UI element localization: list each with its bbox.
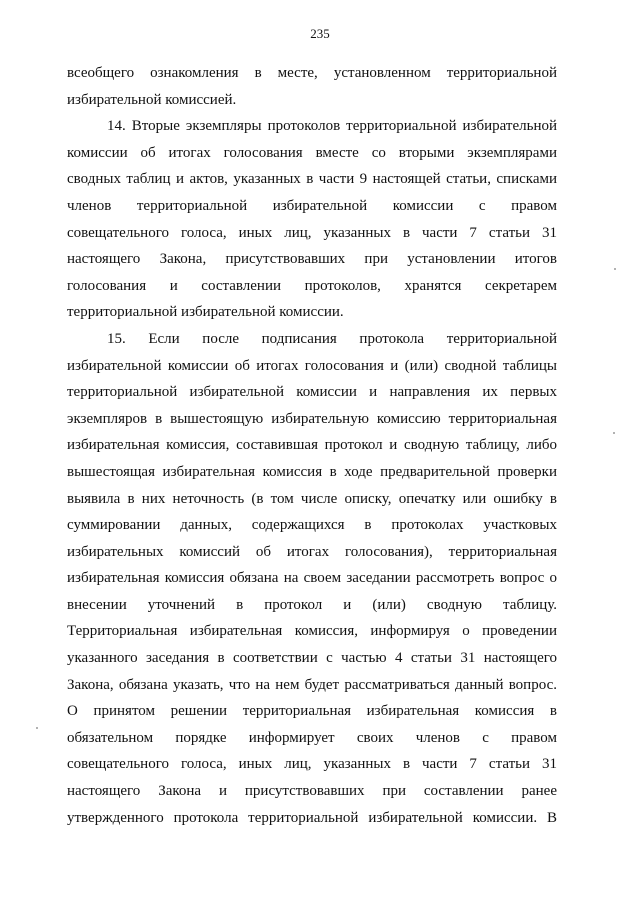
text-line: Территориальная избирательная комиссия, информируя о проведении [67,623,557,640]
text-line: внесении уточнений в протокол и (или) сводную таблицу. [67,596,557,613]
text-line: сводных таблиц и актов, указанных в части 9 настоящей статьи, списками [67,171,557,188]
text-line: экземпляров в вышестоящую избирательную комиссию территориальная [67,410,557,427]
text-line: избирательной комиссией. [67,91,237,108]
text-line: выявила в них неточность (в том числе описку, опечатку или ошибку в [67,490,557,507]
text-line: утвержденного протокола территориальной избирательной комиссии. В [67,809,557,826]
text-line: совещательного голоса, иных лиц, указанных в части 7 статьи 31 [67,224,557,241]
text-line: О принятом решении территориальная избирательная комиссия в [67,703,557,720]
text-line: голосования и составлении протоколов, хранятся секретарем [67,277,557,294]
text-line: суммировании данных, содержащихся в протоколах участковых [67,517,557,534]
text-line: вышестоящая избирательная комиссия в ходе предварительной проверки [67,463,557,480]
text-line: настоящего Закона, присутствовавших при установлении итогов [67,251,557,268]
text-line: всеобщего ознакомления в месте, установленном территориальной [67,65,557,81]
text-line: Закона, обязана указать, что на нем будет рассматриваться данный вопрос. [67,676,557,693]
document-body [67,60,557,831]
text-line: 14. Вторые экземпляры протоколов территориальной избирательной [107,118,557,135]
scan-speck [614,268,616,270]
text-line: территориальной избирательной комиссии и направления их первых [67,384,557,401]
text-line: комиссии об итогах голосования вместе со вторыми экземплярами [67,144,557,161]
scan-speck [613,432,615,434]
page-number: 235 [310,26,330,41]
text-line: указанного заседания в соответствии с частью 4 статьи 31 настоящего [67,650,557,667]
text-line: настоящего Закона и присутствовавших при составлении ранее [67,783,557,800]
scan-speck [36,727,38,729]
text-line: территориальной избирательной комиссии. [67,304,344,321]
text-line: избирательная комиссия обязана на своем заседании рассмотреть вопрос о [67,570,557,587]
text-line: членов территориальной избирательной комиссии с правом [67,197,557,214]
text-line: избирательной комиссии об итогах голосования и (или) сводной таблицы [67,357,557,374]
text-line: избирательная комиссия, составившая протокол и сводную таблицу, либо [67,437,557,454]
text-line: совещательного голоса, иных лиц, указанных в части 7 статьи 31 [67,756,557,773]
text-line: 15. Если после подписания протокола территориальной [107,330,557,347]
text-line: избирательных комиссий об итогах голосования), территориальная [67,543,557,560]
text-line: обязательном порядке информирует своих членов с правом [67,729,557,746]
